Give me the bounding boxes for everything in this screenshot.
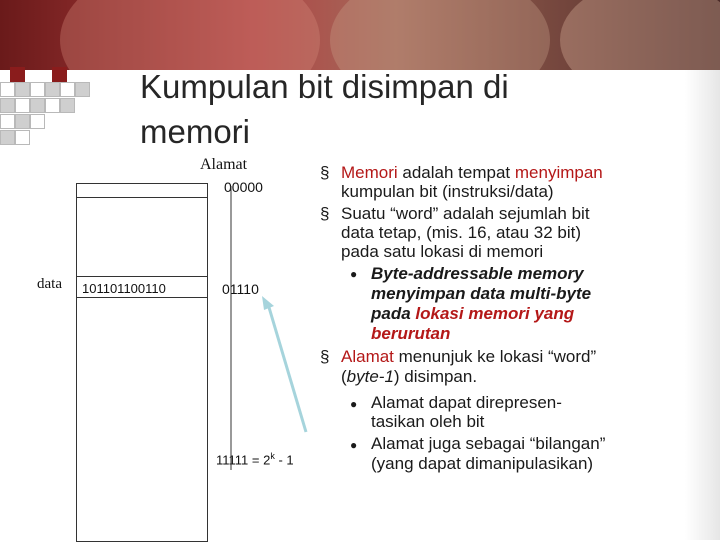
slide-title-line1: Kumpulan bit disimpan di — [140, 68, 509, 105]
address-last: $11111 = 2^k - 1$ — [216, 451, 294, 468]
bullet-2-line2: data tetap, (mis. 16, atau 32 bit) — [341, 223, 582, 242]
alamat-label: Alamat — [200, 156, 248, 173]
sub-bullet-2-line2: tasikan oleh bit — [371, 412, 485, 431]
sub-bullet-1-line4: berurutan — [371, 324, 451, 343]
bullet-3-line1: Alamat menunjuk ke lokasi “word” — [341, 347, 597, 366]
data-value: 101101100110 — [82, 281, 166, 296]
sub-bullet-3-line1: Alamat juga sebagai “bilangan” — [371, 434, 606, 453]
address-mid: 01110 — [222, 281, 259, 297]
sub-bullet-3-line2: (yang dapat dimanipulasikan) — [371, 454, 594, 473]
bullet-1-line2: kumpulan bit (instruksi/data) — [341, 182, 554, 201]
sub-bullet-marker: ● — [350, 267, 358, 281]
sub-bullet-2-line1: Alamat dapat direpresen- — [371, 393, 562, 412]
slide-title-line2: memori — [140, 113, 251, 150]
bullet-3-line2: (byte-1) disimpan. — [341, 367, 478, 386]
sub-bullet-marker: ● — [350, 397, 358, 411]
sub-bullet-1-line2: menyimpan data multi-byte — [371, 284, 592, 303]
bullet-2-line1: Suatu “word” adalah sejumlah bit — [341, 204, 590, 223]
bullet-2-line3: pada satu lokasi di memori — [341, 242, 544, 261]
pointer-arrow-line — [268, 304, 306, 432]
sub-bullet-1-line3: pada lokasi memori yang — [371, 304, 575, 323]
pointer-arrow-head — [262, 296, 274, 310]
bullet-marker: § — [320, 204, 330, 223]
bullet-1-line1: Memori adalah tempat menyimpan — [341, 163, 603, 182]
sub-bullet-1-line1: Byte-addressable memory — [371, 264, 584, 283]
address-first: 00000 — [224, 179, 263, 195]
sub-bullet-marker: ● — [350, 438, 358, 452]
bullet-marker: § — [320, 163, 330, 182]
data-label: data — [37, 276, 62, 292]
bullet-marker: § — [320, 347, 330, 366]
